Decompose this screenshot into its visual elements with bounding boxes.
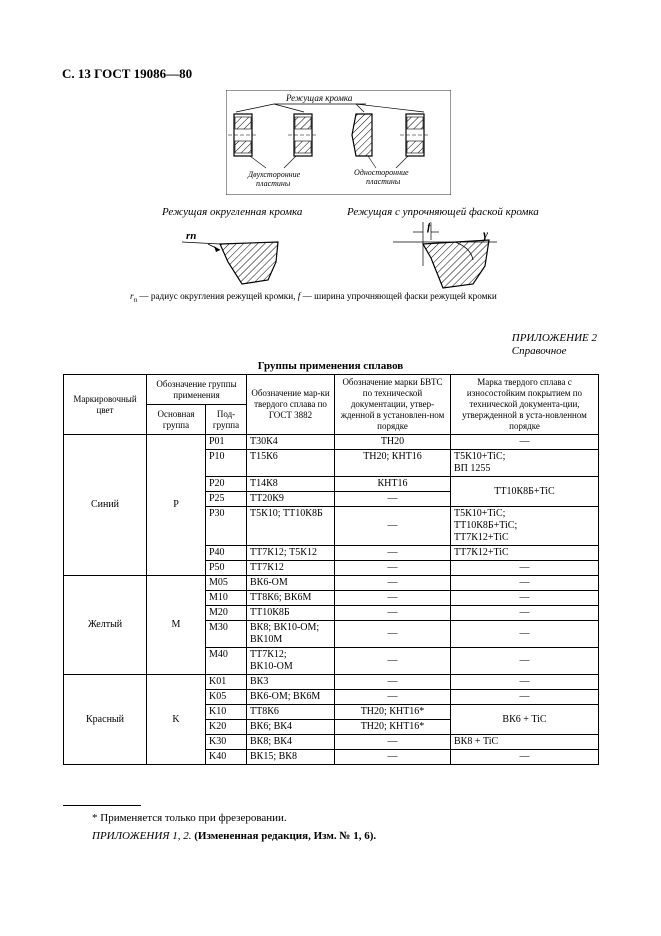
legend-f: f xyxy=(297,291,301,301)
cell-coated: ТТ10К8Б+TiC xyxy=(451,477,599,507)
cell-subgroup: K10 xyxy=(206,705,247,720)
appendix-title: ПРИЛОЖЕНИЕ 2 xyxy=(511,332,597,344)
col-grade: Обозначение мар-ки твердого сплава по ГОСТ 3882 xyxy=(247,375,335,435)
legend-text-2: — ширина упрочняющей фаски режущей кромки xyxy=(300,291,497,301)
cell-main-group: K xyxy=(147,675,206,765)
cell-grade: ВК8; ВК4 xyxy=(247,735,335,750)
cell-grade: Т14К8 xyxy=(247,477,335,492)
cell-bvts: — xyxy=(335,648,451,675)
table-row xyxy=(64,435,599,450)
table-row xyxy=(64,675,599,690)
cell-coated: — xyxy=(451,576,599,591)
cell-grade: ТТ7К12; Т5К12 xyxy=(247,546,335,561)
cell-subgroup: P01 xyxy=(206,435,247,450)
footnote: * Применяется только при фрезеровании. xyxy=(92,812,287,824)
appendix-label xyxy=(512,332,597,358)
cell-bvts: — xyxy=(335,621,451,648)
cell-subgroup: M30 xyxy=(206,621,247,648)
footnote-divider xyxy=(63,805,141,806)
table-header-row xyxy=(64,375,599,405)
cell-subgroup: M20 xyxy=(206,606,247,621)
cell-subgroup: M40 xyxy=(206,648,247,675)
cell-subgroup: M05 xyxy=(206,576,247,591)
cell-grade: ТТ8К6 xyxy=(247,705,335,720)
edge-label: Режущая кромка xyxy=(286,93,353,103)
cell-grade: ВК6; ВК4 xyxy=(247,720,335,735)
cell-subgroup: K40 xyxy=(206,750,247,765)
table-row xyxy=(64,576,599,591)
cell-coated: ТТ7К12+TiC xyxy=(451,546,599,561)
double-label-2: пластины xyxy=(256,179,291,188)
cell-coated: ВК8 + TiC xyxy=(451,735,599,750)
cell-subgroup: K20 xyxy=(206,720,247,735)
f-label: f xyxy=(427,221,431,233)
single-label-1: Односторонние xyxy=(354,168,409,177)
cell-grade: ВК3 xyxy=(247,675,335,690)
cell-grade: ВК6-ОМ xyxy=(247,576,335,591)
cell-coated: — xyxy=(451,621,599,648)
cell-bvts: — xyxy=(335,546,451,561)
cell-bvts: — xyxy=(335,690,451,705)
col-subgroup: Под-группа xyxy=(206,405,247,435)
cell-coated: — xyxy=(451,675,599,690)
cell-main-group: M xyxy=(147,576,206,675)
cell-grade: Т5К10; ТТ10К8Б xyxy=(247,507,335,546)
cell-subgroup: K01 xyxy=(206,675,247,690)
cell-coated: — xyxy=(451,561,599,576)
cell-bvts: ТН20; КНТ16* xyxy=(335,720,451,735)
change-note xyxy=(92,830,376,842)
cell-grade: ВК6-ОМ; ВК6М xyxy=(247,690,335,705)
cell-main-group: P xyxy=(147,435,206,576)
cell-subgroup: P20 xyxy=(206,477,247,492)
cell-grade: ВК15; ВК8 xyxy=(247,750,335,765)
cell-bvts: — xyxy=(335,606,451,621)
table-title: Группы применения сплавов xyxy=(257,360,404,372)
double-label-1: Двухсторонние xyxy=(248,170,301,179)
caption-rounded-edge: Режущая округленная кромка xyxy=(162,206,303,218)
cell-subgroup: K30 xyxy=(206,735,247,750)
cell-grade: ТТ20К9 xyxy=(247,492,335,507)
cell-grade: ТТ7К12; ВК10-ОМ xyxy=(247,648,335,675)
col-coated: Марка твердого сплава с износостойким покрытием по технической документа-ции, утвержденной в уста-новленном порядке xyxy=(451,375,599,435)
cell-grade: ВК8; ВК10-ОМ; ВК10М xyxy=(247,621,335,648)
cell-grade: ТТ10К8Б xyxy=(247,606,335,621)
cell-grade: Т30К4 xyxy=(247,435,335,450)
cell-subgroup: P10 xyxy=(206,450,247,477)
cell-color: Желтый xyxy=(64,576,147,675)
cell-bvts: — xyxy=(335,492,451,507)
alloy-groups-table xyxy=(63,374,599,765)
cell-subgroup: M10 xyxy=(206,591,247,606)
legend-rn-sub: n xyxy=(133,295,138,304)
cell-subgroup: P25 xyxy=(206,492,247,507)
cell-bvts: — xyxy=(335,507,451,546)
cell-subgroup: K05 xyxy=(206,690,247,705)
note-italic: ПРИЛОЖЕНИЯ 1, 2. xyxy=(92,830,192,842)
cell-subgroup: P30 xyxy=(206,507,247,546)
cell-bvts: — xyxy=(335,750,451,765)
col-bvts: Обозначение марки БВТС по технической документации, утвер-жденной в установлен-ном порядке xyxy=(335,375,451,435)
figure-legend xyxy=(130,291,497,304)
cell-subgroup: P50 xyxy=(206,561,247,576)
single-label-2: пластины xyxy=(366,177,401,186)
cell-bvts: — xyxy=(335,576,451,591)
cell-coated: ВК6 + TiC xyxy=(451,705,599,735)
cell-bvts: ТН20; КНТ16 xyxy=(335,450,451,477)
cell-bvts: ТН20 xyxy=(335,435,451,450)
cell-bvts: — xyxy=(335,735,451,750)
col-main-group: Основная группа xyxy=(147,405,206,435)
plates-figure xyxy=(226,90,451,195)
chamfer-edge-figure xyxy=(393,218,503,290)
cell-coated: Т5К10+TiC; ВП 1255 xyxy=(451,450,599,477)
cell-grade: ТТ8К6; ВК6М xyxy=(247,591,335,606)
cell-bvts: — xyxy=(335,561,451,576)
cell-coated: Т5К10+TiC; ТТ10К8Б+TiC; ТТ7К12+TiC xyxy=(451,507,599,546)
legend-text-1: — радиус округления режущей кромки, xyxy=(137,291,298,301)
cell-grade: Т15К6 xyxy=(247,450,335,477)
legend-rn: r xyxy=(130,291,134,301)
cell-color: Синий xyxy=(64,435,147,576)
cell-bvts: ТН20; КНТ16* xyxy=(335,705,451,720)
cell-bvts: — xyxy=(335,591,451,606)
col-group-designation: Обозначение группы применения xyxy=(147,375,247,405)
appendix-subtitle: Справочное xyxy=(511,345,567,357)
cell-coated: — xyxy=(451,648,599,675)
cell-coated: — xyxy=(451,606,599,621)
gamma-label: γ xyxy=(483,227,488,241)
caption-chamfer-edge: Режущая с упрочняющей фаской кромка xyxy=(347,206,539,218)
cell-coated: — xyxy=(451,435,599,450)
rn-label: rn xyxy=(186,230,197,242)
page-header: С. 13 ГОСТ 19086—80 xyxy=(62,66,193,81)
cell-bvts: — xyxy=(335,675,451,690)
cell-coated: — xyxy=(451,690,599,705)
cell-color: Красный xyxy=(64,675,147,765)
cell-grade: ТТ7К12 xyxy=(247,561,335,576)
cell-coated: — xyxy=(451,750,599,765)
cell-coated: — xyxy=(451,591,599,606)
cell-subgroup: P40 xyxy=(206,546,247,561)
rounded-edge-figure xyxy=(180,222,290,287)
cell-bvts: КНТ16 xyxy=(335,477,451,492)
col-color: Маркировочный цвет xyxy=(64,375,147,435)
note-bold: (Измененная редакция, Изм. № 1, 6). xyxy=(191,830,377,842)
